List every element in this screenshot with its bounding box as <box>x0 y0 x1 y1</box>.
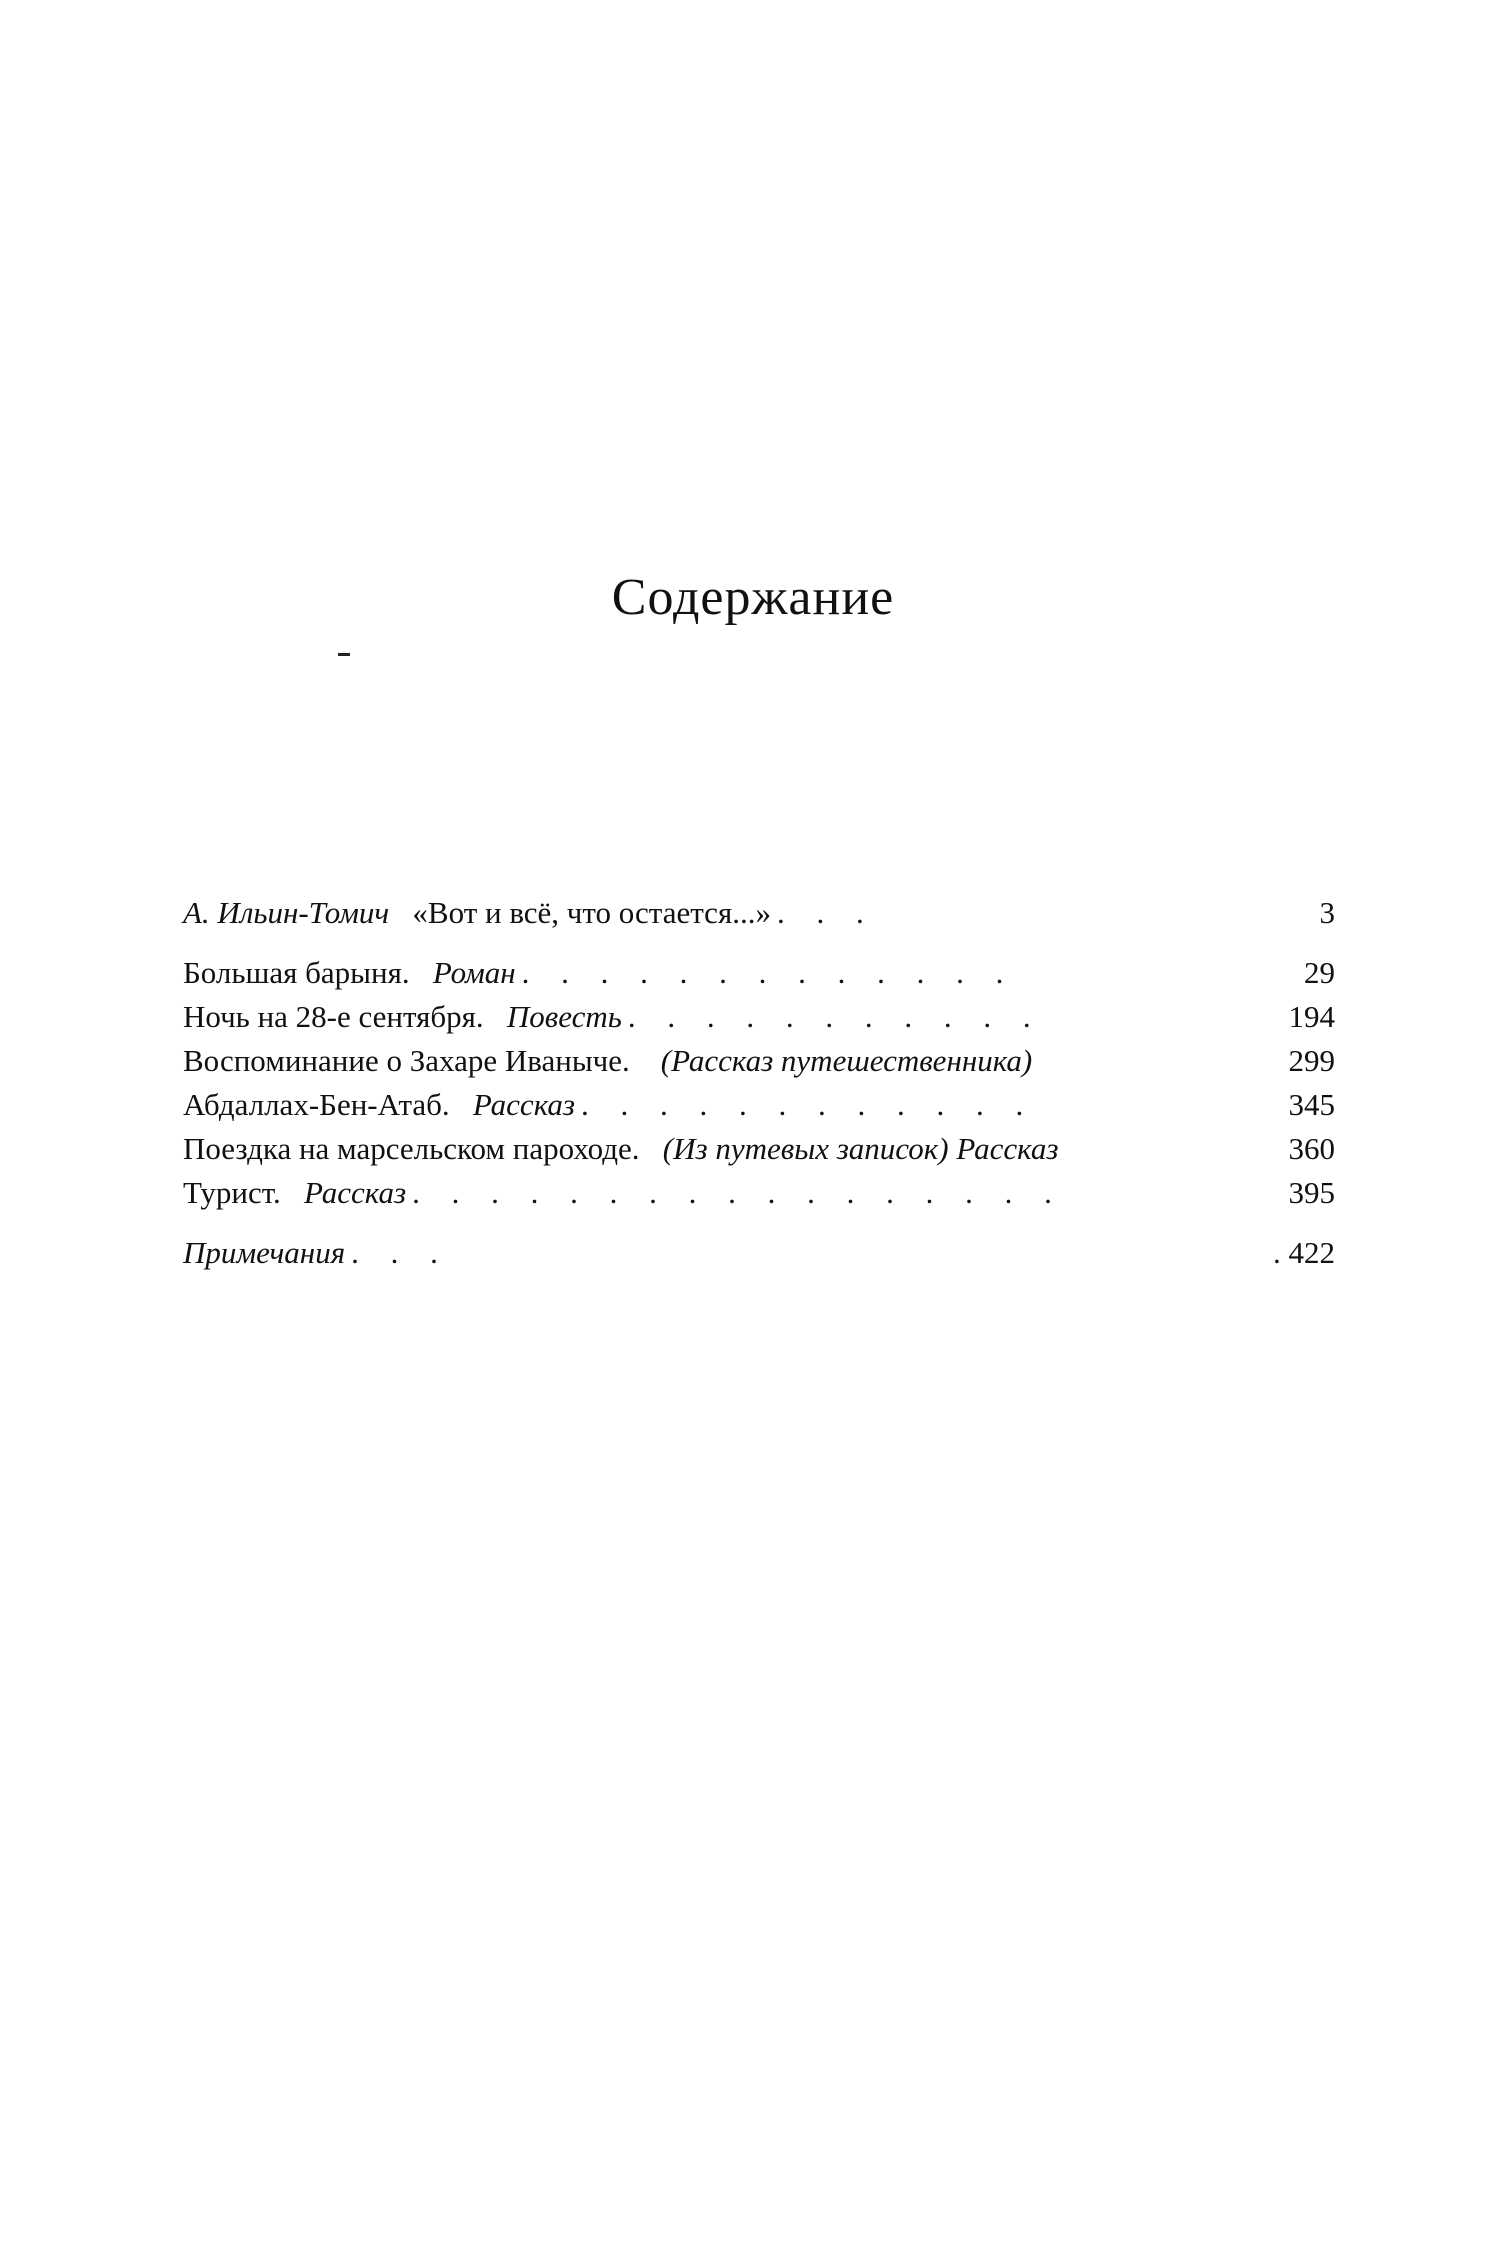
toc-entry-genre: Роман <box>432 955 516 990</box>
toc-entry-genre: Рассказ <box>472 1087 576 1122</box>
toc-entry-title: Турист. <box>183 1175 281 1210</box>
toc-page-number <box>1273 1235 1335 1271</box>
toc-page-number: 345 <box>1288 1087 1335 1122</box>
toc-page-number: 299 <box>1288 1043 1335 1078</box>
toc-entry-label <box>183 1043 1032 1079</box>
toc-entry[interactable] <box>183 955 1335 999</box>
toc-entry-label <box>183 955 516 991</box>
page-title: Содержание <box>611 569 895 626</box>
toc-notes-title: Примечания <box>183 1235 346 1270</box>
toc-entry-title: Воспоминание о Захаре Иваныче. <box>183 1043 630 1078</box>
toc-entry-genre: Рассказ <box>303 1175 407 1210</box>
toc-entry-intro[interactable] <box>183 895 1335 939</box>
toc-entry[interactable] <box>183 1175 1335 1219</box>
toc-leader-dots: . . . <box>776 895 876 930</box>
toc-leader-dots: . . . . . . . . . . . . . . . . . <box>412 1175 1064 1210</box>
toc-leader-dots: . . . . . . . . . . . . <box>581 1087 1036 1122</box>
toc-entry-label <box>183 1175 406 1211</box>
toc-entry-title: Поездка на марсельском пароходе. <box>183 1131 640 1166</box>
toc-entry-notes[interactable] <box>183 1235 1335 1279</box>
toc-entry-genre: Повесть <box>506 999 622 1034</box>
toc-intro-author: А. Ильин-Томич <box>183 895 390 930</box>
toc-entry[interactable] <box>183 1043 1335 1087</box>
toc-intro-text: «Вот и всё, что остается...» <box>412 895 771 930</box>
toc-entry-label <box>183 895 771 931</box>
toc-entry-label <box>183 1235 345 1271</box>
toc-page-number: 395 <box>1288 1175 1335 1210</box>
toc-entry-genre: (Рассказ путешественника) <box>660 1043 1033 1078</box>
toc-leader-dots: . . . <box>351 1235 450 1270</box>
toc-leader-dots: . . . . . . . . . . . <box>627 999 1043 1034</box>
toc-leader-dots: . . . . . . . . . . . . . <box>521 955 1016 990</box>
toc-entry-label <box>183 1131 1058 1167</box>
toc-notes-page-value: 422 <box>1288 1235 1335 1270</box>
toc-entry-label <box>183 1087 575 1123</box>
toc-entry[interactable] <box>183 999 1335 1043</box>
toc-entry-title: Большая барыня. <box>183 955 410 990</box>
table-of-contents <box>183 895 1335 1279</box>
toc-notes-page-prefix: . <box>1273 1235 1281 1270</box>
toc-entry-genre: (Из путевых записок) Рассказ <box>662 1131 1059 1166</box>
toc-entry-label <box>183 999 622 1035</box>
toc-entry-title: Ночь на 28-е сентября. <box>183 999 484 1034</box>
toc-page-number: 29 <box>1304 955 1335 990</box>
toc-entry-title: Абдаллах-Бен-Атаб. <box>183 1087 450 1122</box>
stray-dash-mark <box>338 653 350 656</box>
toc-entry[interactable] <box>183 1131 1335 1175</box>
toc-page-number: 194 <box>1288 999 1335 1034</box>
toc-entry[interactable] <box>183 1087 1335 1131</box>
toc-page-number: 3 <box>1319 895 1335 930</box>
toc-page-number: 360 <box>1288 1131 1335 1166</box>
